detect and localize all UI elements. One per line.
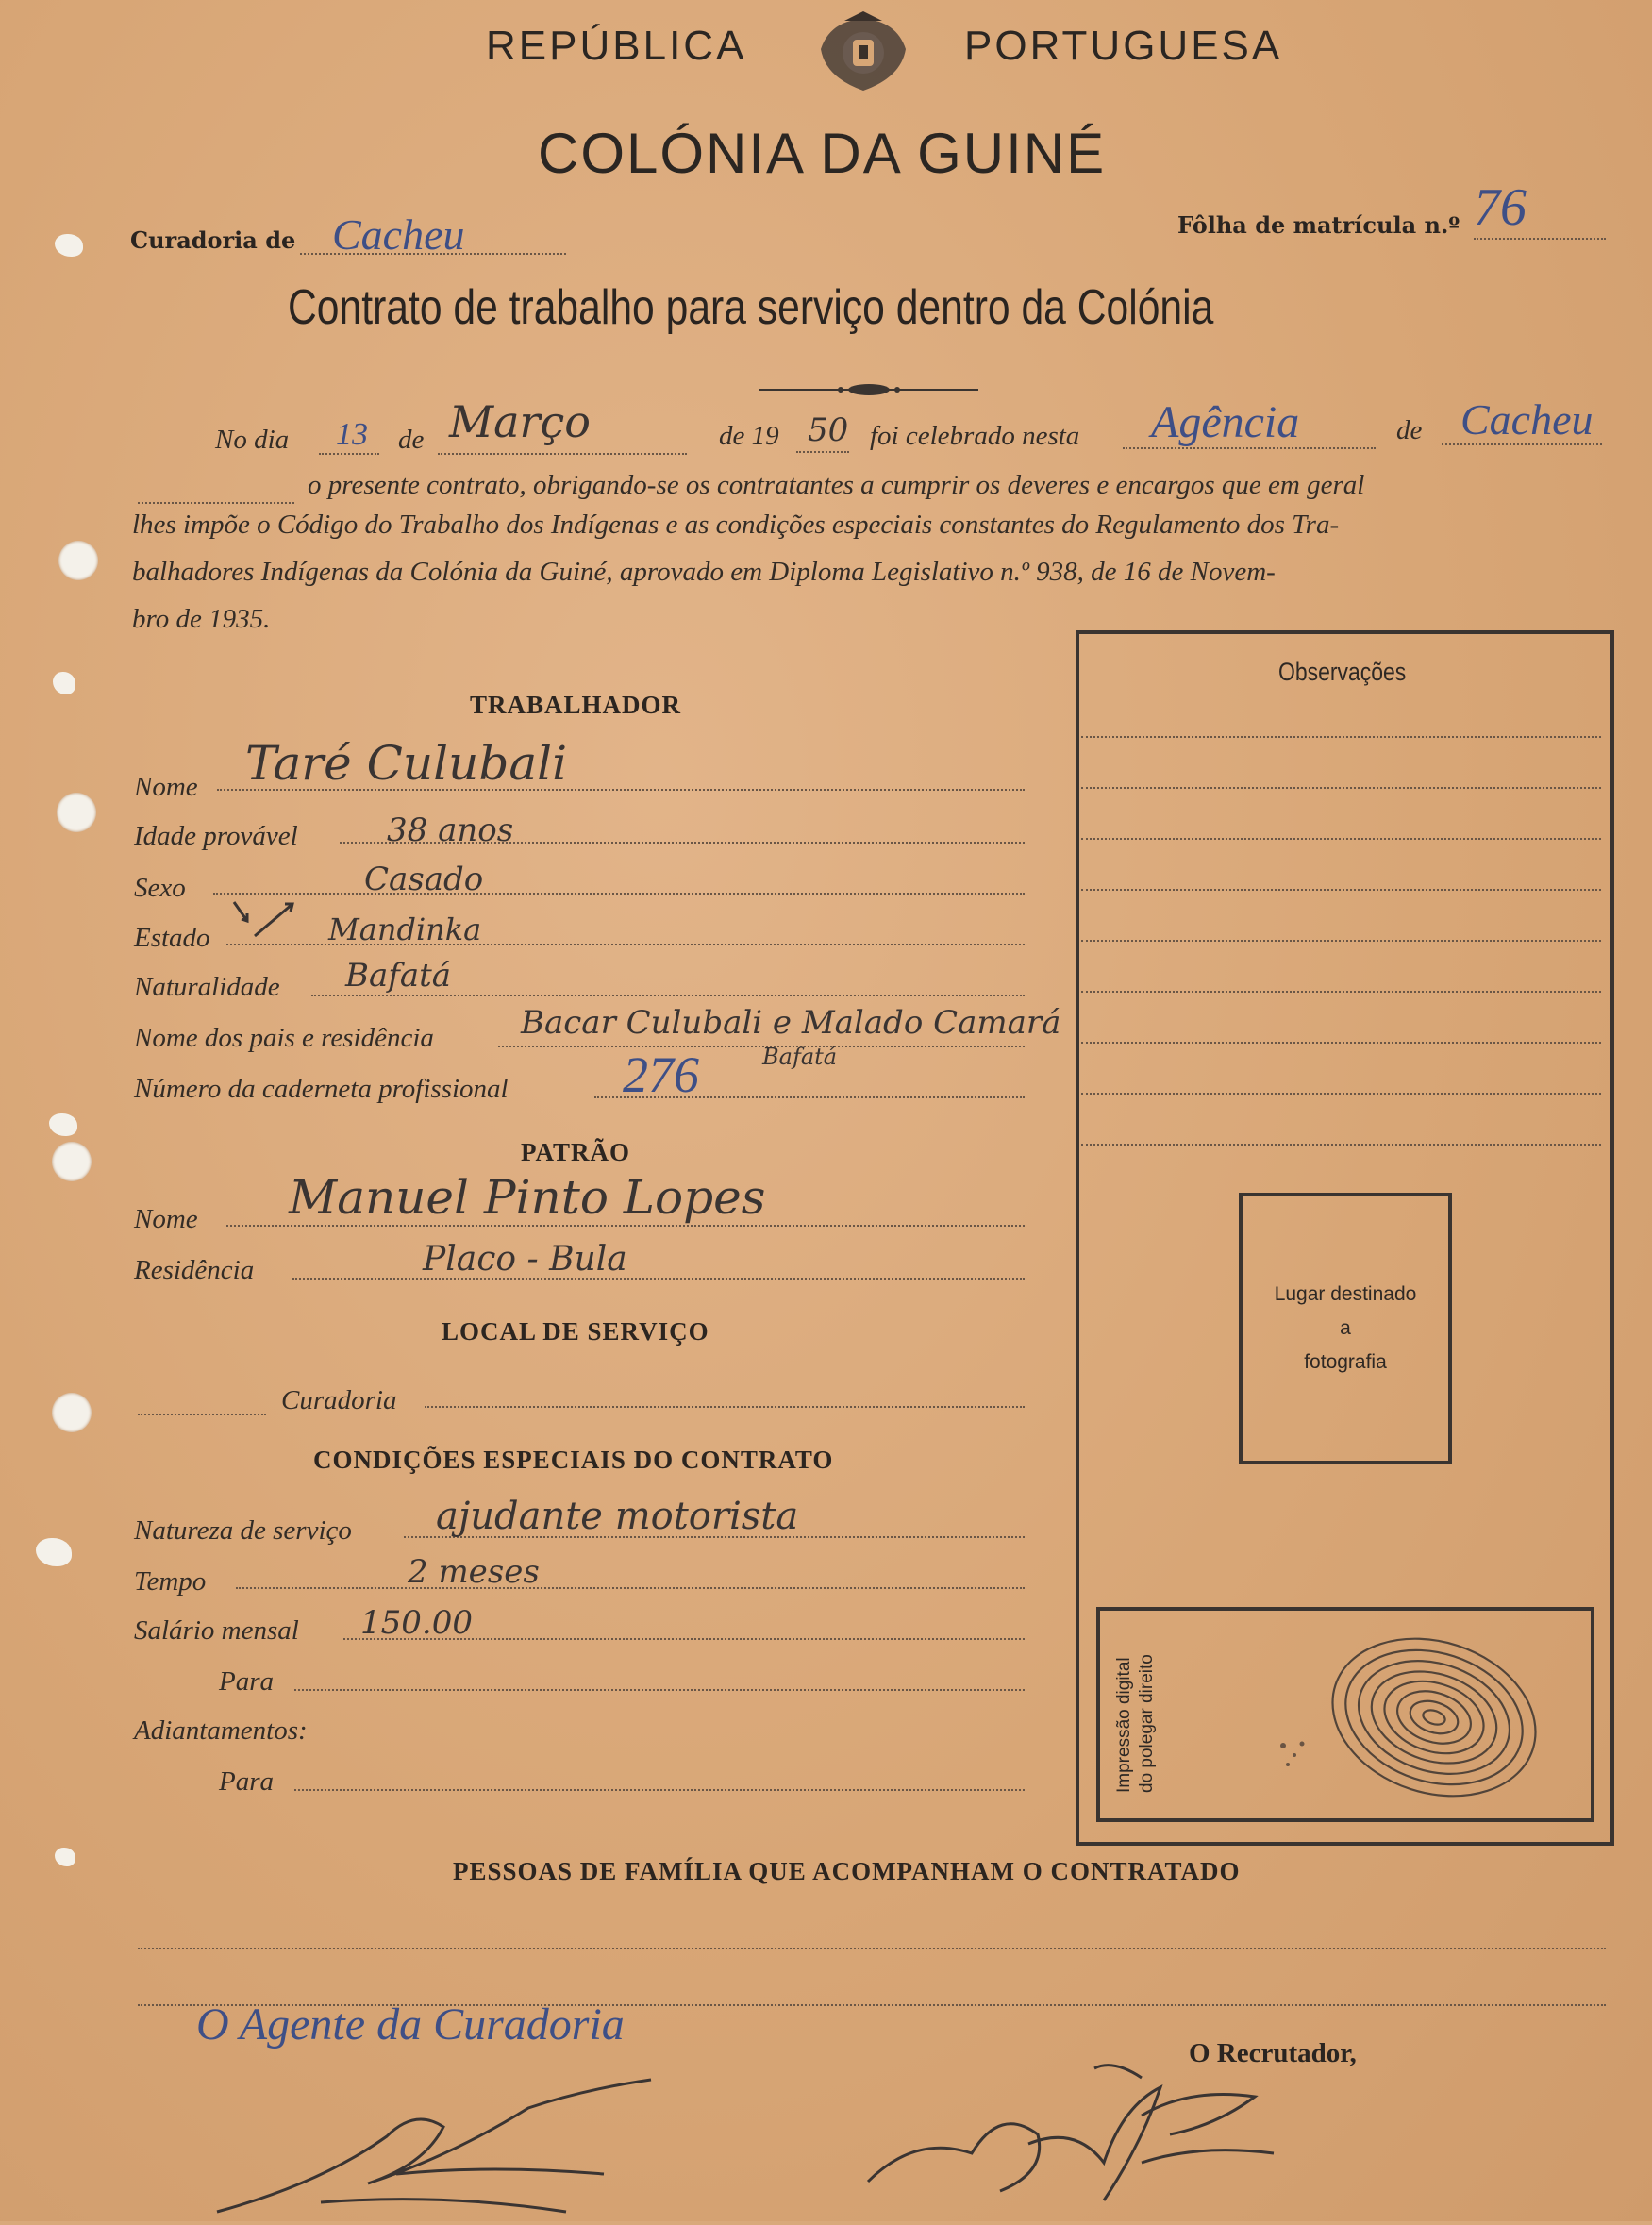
intro-de-year: de 19	[719, 421, 779, 451]
dotted-line	[1081, 889, 1601, 891]
dotted-line	[319, 453, 379, 455]
punch-hole	[52, 1142, 92, 1181]
dotted-line	[236, 1587, 1025, 1589]
photo-caption-line: a	[1340, 1317, 1351, 1339]
folha-label: Fôlha de matrícula n.º	[1177, 211, 1460, 239]
nome-label: Nome	[134, 772, 198, 802]
thumb-caption-line: Impressão digital	[1114, 1657, 1134, 1793]
torn-hole	[36, 1538, 72, 1566]
sexo-label: Sexo	[134, 873, 186, 903]
idade-value: 38 anos	[387, 811, 514, 849]
caderneta-value: 276	[623, 1046, 699, 1103]
sexo-value: Casado	[364, 861, 484, 898]
photo-caption	[1239, 1278, 1452, 1380]
intro-line5: bro de 1935.	[132, 604, 271, 634]
pais-residence: Bafatá	[762, 1044, 838, 1070]
natureza-label: Natureza de serviço	[134, 1515, 352, 1546]
torn-hole	[49, 1113, 77, 1136]
dotted-line	[1081, 1093, 1601, 1095]
republic-right: PORTUGUESA	[964, 23, 1283, 69]
idade-label: Idade provável	[134, 821, 298, 851]
intro-line3: lhes impõe o Código do Trabalho dos Indígenas e as condições especiais constantes do Regulamento dos Tra-	[132, 510, 1340, 540]
dotted-line	[294, 1789, 1025, 1791]
naturalidade-value: Bafatá	[345, 957, 452, 995]
dotted-line	[425, 1406, 1025, 1408]
ornament-divider	[759, 380, 978, 399]
dotted-line	[138, 1948, 1606, 1949]
colony-title: COLÓNIA DA GUINÉ	[538, 122, 1107, 185]
recrutador-label: O Recrutador,	[1189, 2038, 1357, 2068]
dotted-line	[1081, 838, 1601, 840]
curadoria-value: Cacheu	[332, 210, 465, 259]
torn-hole	[53, 672, 75, 694]
pais-value: Bacar Culubali e Malado Camará	[521, 1004, 1061, 1042]
photo-caption-line: Lugar destinado	[1274, 1283, 1417, 1305]
intro-place: Agência	[1151, 397, 1300, 447]
thumb-caption-line: do polegar direito	[1137, 1654, 1157, 1793]
dotted-line	[1081, 1042, 1601, 1044]
dotted-line	[292, 1278, 1025, 1280]
condicoes-heading: CONDIÇÕES ESPECIAIS DO CONTRATO	[313, 1446, 834, 1474]
intro-line2: o presente contrato, obrigando-se os contratantes a cumprir os deveres e encargos que em geral	[308, 470, 1365, 500]
dotted-line	[1081, 787, 1601, 789]
dotted-line	[1474, 238, 1606, 240]
dotted-line	[438, 453, 687, 455]
contract-title: Contrato de trabalho para serviço dentro da Colónia	[288, 280, 1214, 335]
tempo-value: 2 meses	[408, 1553, 540, 1591]
dotted-line	[138, 1414, 266, 1415]
residencia-label: Residência	[134, 1255, 255, 1285]
dotted-line	[1081, 736, 1601, 738]
nome-value: Taré Culubali	[245, 736, 568, 791]
para2-label: Para	[219, 1766, 274, 1797]
agente-text: O Agente da Curadoria	[196, 1999, 625, 2049]
intro-no-dia: No dia	[215, 425, 290, 455]
intro-de: de	[398, 425, 425, 455]
photo-caption-line: fotografia	[1304, 1351, 1387, 1373]
intro-place2: Cacheu	[1460, 395, 1594, 443]
dotted-line	[1081, 940, 1601, 942]
punch-hole	[52, 1393, 92, 1432]
intro-day: 13	[336, 417, 368, 452]
salario-value: 150.00	[360, 1604, 473, 1642]
patrao-heading: PATRÃO	[521, 1138, 630, 1166]
dotted-line	[294, 1689, 1025, 1691]
intro-de2: de	[1396, 415, 1423, 445]
torn-hole	[55, 234, 83, 257]
adiantamentos-label: Adiantamentos:	[134, 1715, 308, 1746]
intro-month: Março	[449, 396, 591, 447]
dotted-line	[138, 502, 294, 504]
fingerprint-icon	[1245, 1623, 1566, 1812]
dotted-line	[796, 451, 849, 453]
dotted-line	[498, 1046, 1025, 1047]
residencia-value: Placo - Bula	[423, 1240, 627, 1279]
arrow-annotation-icon	[226, 896, 311, 944]
dotted-line	[1081, 1144, 1601, 1146]
punch-hole	[58, 541, 98, 580]
torn-hole	[55, 1848, 75, 1866]
familia-heading: PESSOAS DE FAMÍLIA QUE ACOMPANHAM O CONTRATADO	[453, 1857, 1241, 1885]
patrao-nome-value: Manuel Pinto Lopes	[289, 1170, 766, 1225]
intro-line4: balhadores Indígenas da Colónia da Guiné, aprovado em Diploma Legislativo n.º 938, de 16 de Novem-	[132, 557, 1276, 587]
local-heading: LOCAL DE SERVIÇO	[442, 1317, 709, 1346]
punch-hole	[57, 793, 96, 832]
coat-of-arms-icon	[811, 11, 915, 94]
intro-year: 50	[808, 411, 849, 449]
estado-value: Mandinka	[328, 912, 482, 947]
folha-value: 76	[1474, 178, 1527, 237]
republic-left: REPÚBLICA	[486, 23, 747, 69]
dotted-line	[1081, 991, 1601, 993]
caderneta-label: Número da caderneta profissional	[134, 1074, 509, 1104]
intro-celebrado: foi celebrado nesta	[870, 421, 1080, 451]
trabalhador-heading: TRABALHADOR	[470, 691, 682, 719]
dotted-line	[226, 1225, 1025, 1227]
naturalidade-label: Naturalidade	[134, 972, 280, 1002]
para-label: Para	[219, 1666, 274, 1697]
curadoria-label: Curadoria de	[130, 226, 296, 254]
tempo-label: Tempo	[134, 1566, 207, 1597]
salario-label: Salário mensal	[134, 1615, 299, 1646]
local-curadoria-label: Curadoria	[281, 1385, 397, 1415]
signature-agente-icon	[208, 2070, 698, 2221]
natureza-value: ajudante motorista	[436, 1495, 799, 1538]
dotted-line	[213, 893, 1025, 895]
signature-recrutador-icon	[859, 2049, 1293, 2210]
estado-label: Estado	[134, 923, 210, 953]
patrao-nome-label: Nome	[134, 1204, 198, 1234]
thumbprint-caption	[1113, 1654, 1159, 1793]
pais-label: Nome dos pais e residência	[134, 1023, 434, 1053]
dotted-line	[311, 995, 1025, 996]
observacoes-label: Observações	[1278, 658, 1407, 686]
